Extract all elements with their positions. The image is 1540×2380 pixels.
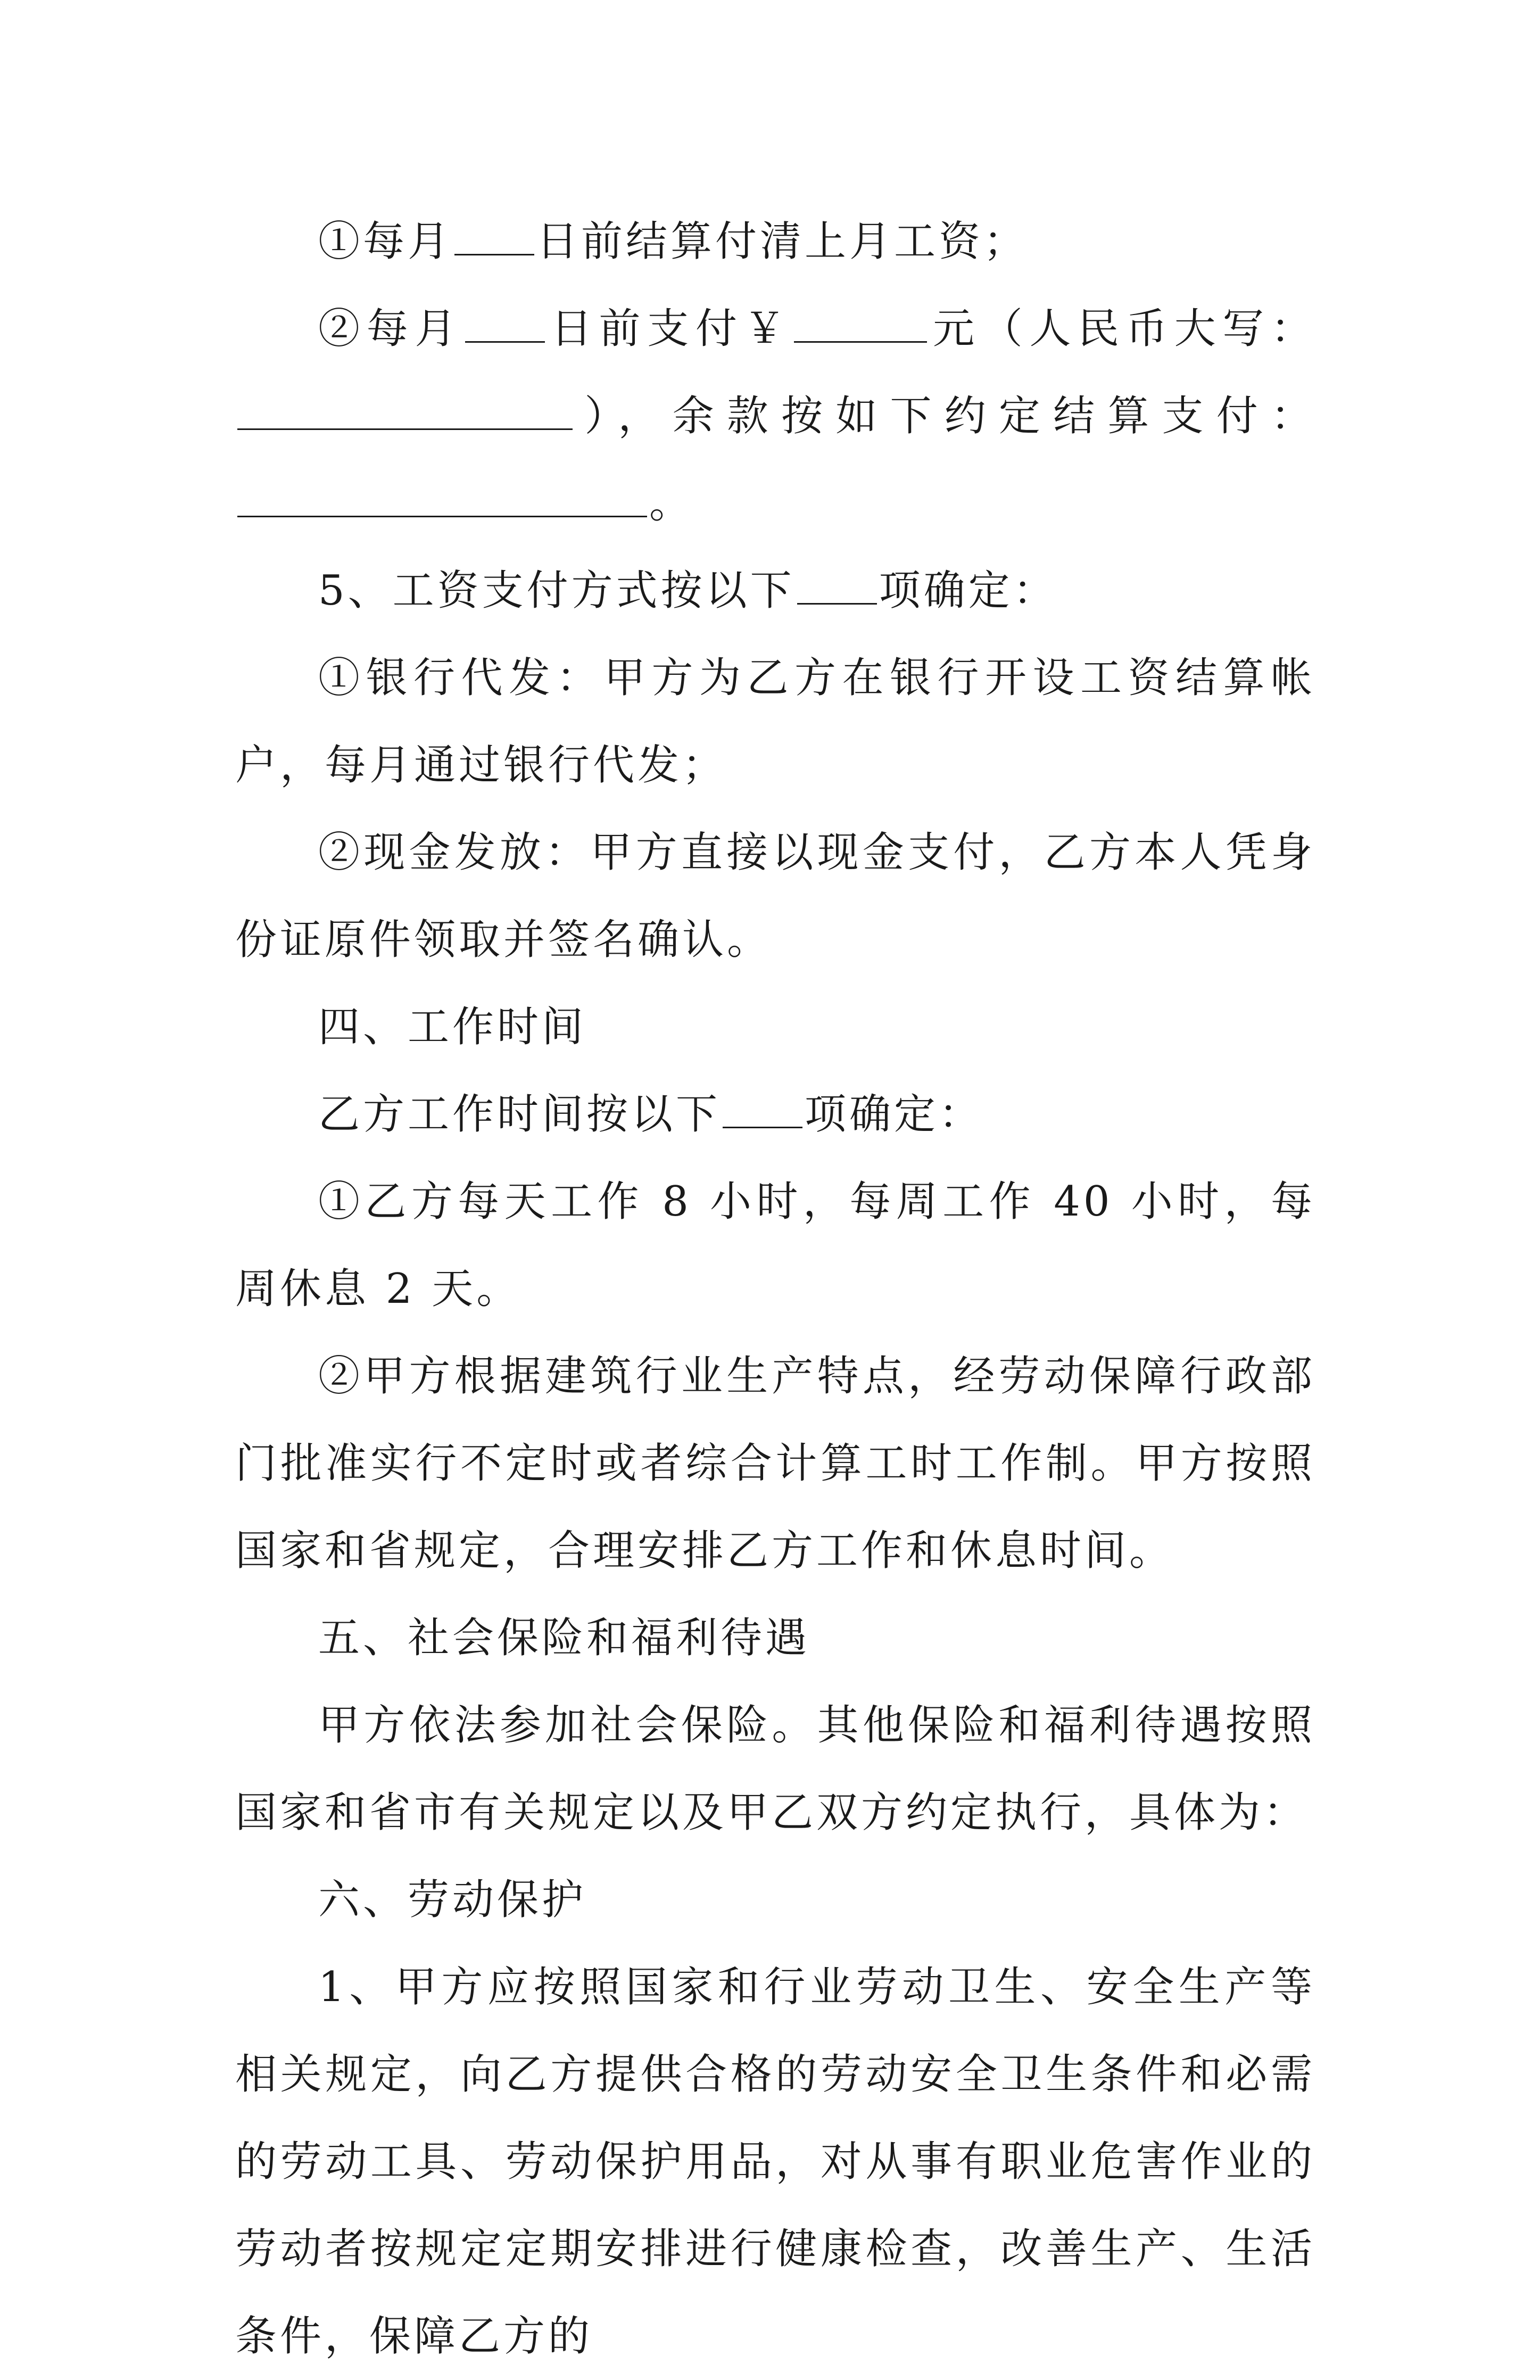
text-segment: 乙方工作时间按以下 (318, 1090, 721, 1138)
paragraph: 甲方依法参加社会保险。其他保险和福利待遇按照国家和省市有关规定以及甲乙双方约定执行，具体为： (235, 1701, 1315, 1837)
paragraph (235, 285, 1315, 373)
text-segment: 日前支付￥ (547, 305, 792, 353)
paragraph: ①银行代发：甲方为乙方在银行开设工资结算帐户，每月通过银行代发； (235, 654, 1315, 789)
paragraph (235, 460, 1315, 547)
text-segment: 5、工资支付方式按以下 (318, 567, 795, 615)
text-segment: ），余款按如下约定结算支付： (575, 392, 1315, 440)
fill-blank (723, 1083, 802, 1128)
section-heading: 四、工作时间 (318, 1003, 587, 1051)
paragraph (235, 547, 1315, 634)
paragraph (235, 198, 1315, 285)
paragraph: 1、甲方应按照国家和行业劳动卫生、安全生产等相关规定，向乙方提供合格的劳动安全卫生条件和必需的劳动工具、劳动保护用品，对从事有职业危害作业的劳动者按规定定期安排进行健康检查，改善生产、生活条件，保障乙方的 (235, 1963, 1315, 2360)
document-body (235, 198, 1315, 2380)
fill-blank (465, 298, 545, 343)
paragraph (235, 1071, 1315, 1158)
fill-blank (237, 472, 647, 517)
text-segment: ①每月 (318, 218, 453, 266)
section-heading: 六、劳动保护 (318, 1876, 587, 1924)
fill-blank (237, 385, 573, 430)
text-segment: 日前结算付清上月工资； (536, 218, 1029, 266)
text-segment: 元（人民币大写： (929, 305, 1315, 353)
fill-blank (454, 210, 534, 255)
paragraph: ②现金发放：甲方直接以现金支付，乙方本人凭身份证原件领取并签名确认。 (235, 829, 1315, 964)
text-segment: ②每月 (318, 305, 463, 353)
fill-blank (794, 298, 927, 343)
text-segment: 项确定： (879, 567, 1058, 615)
text-segment: 。 (649, 480, 694, 527)
section-heading: 五、社会保险和福利待遇 (318, 1614, 810, 1662)
fill-blank (797, 559, 877, 605)
paragraph (235, 373, 1315, 460)
paragraph: ①乙方每天工作 8 小时，每周工作 40 小时，每周休息 2 天。 (235, 1178, 1315, 1313)
paragraph: ②甲方根据建筑行业生产特点，经劳动保障行政部门批准实行不定时或者综合计算工时工作制。甲方按照国家和省规定，合理安排乙方工作和休息时间。 (235, 1352, 1315, 1575)
text-segment: 项确定： (805, 1090, 984, 1138)
